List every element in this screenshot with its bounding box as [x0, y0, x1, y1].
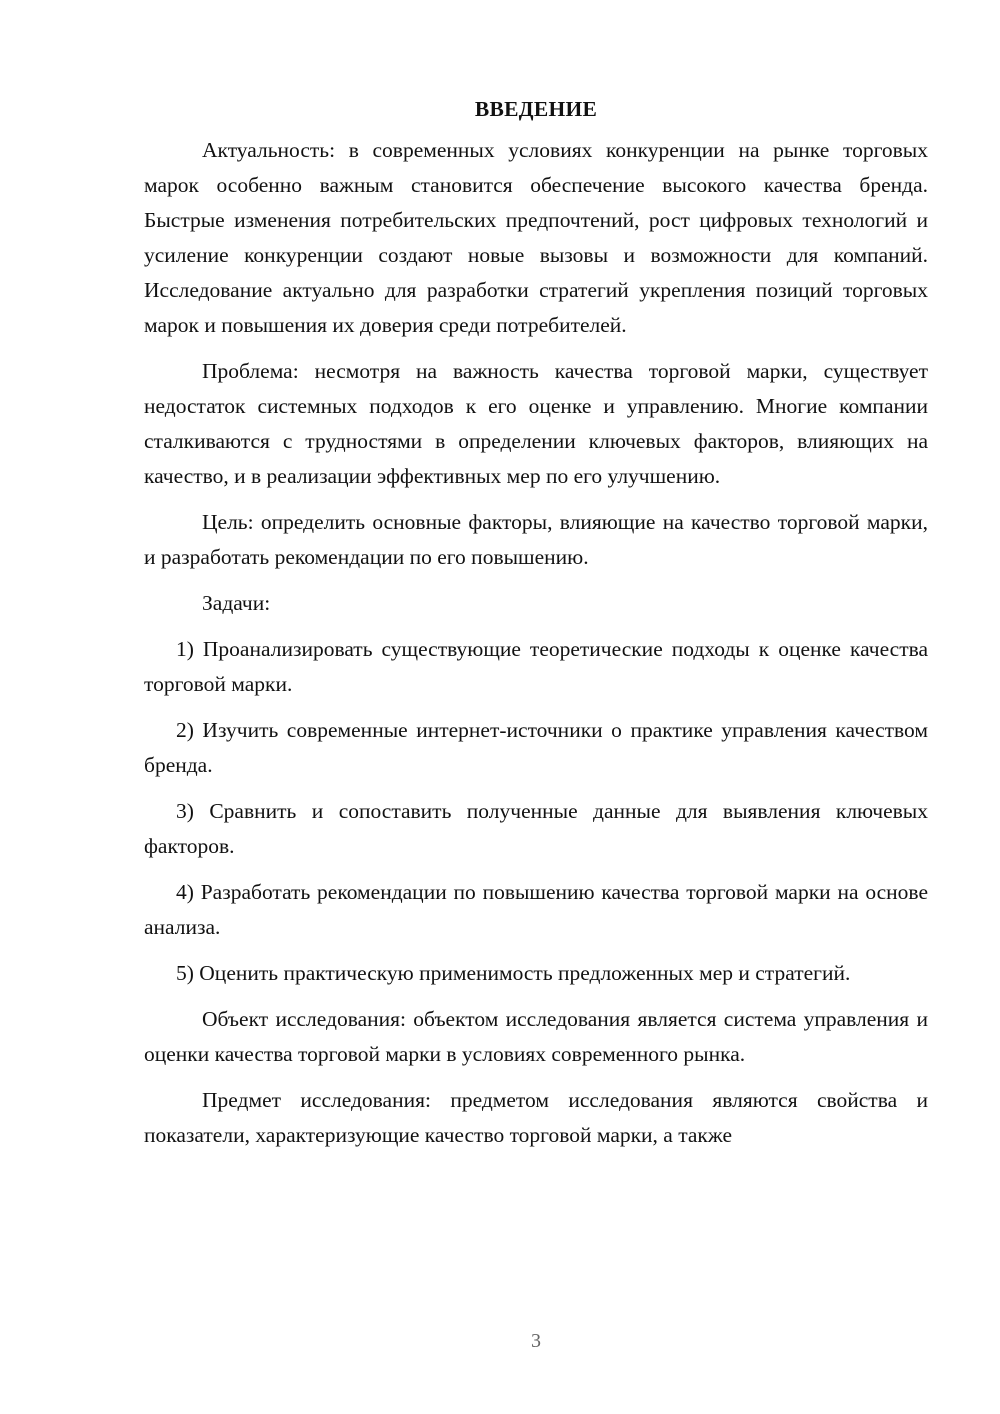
page-content [144, 92, 928, 1164]
task-item-2: 2) Изучить современные интернет-источники о практике управления качеством бренда. [144, 718, 928, 777]
task-item-4: 4) Разработать рекомендации по повышению качества торговой марки на основе анализа. [144, 880, 928, 939]
problem-paragraph: Проблема: несмотря на важность качества торговой марки, существует недостаток системных подходов к его оценке и управлению. Многие компании сталкиваются с трудностями в определении ключевых факторов, влияющих на качество, и в реализации эффективных мер по его улучшению. [144, 359, 928, 488]
tasks-label: Задачи: [202, 591, 271, 615]
task-item-1: 1) Проанализировать существующие теоретические подходы к оценке качества торговой марки. [144, 637, 928, 696]
object-paragraph: Объект исследования: объектом исследования является система управления и оценки качества торговой марки в условиях современного рынка. [144, 1007, 928, 1066]
page-title: ВВЕДЕНИЕ [474, 97, 598, 121]
subject-paragraph: Предмет исследования: предметом исследования являются свойства и показатели, характеризующие качество торговой марки, а также [144, 1088, 928, 1147]
relevance-paragraph: Актуальность: в современных условиях конкуренции на рынке торговых марок особенно важным становится обеспечение высокого качества бренда. Быстрые изменения потребительских предпочтений, рост цифровых технологий и усиление конкуренции создают новые вызовы и возможности для компаний. Исследование актуально для разработки стратегий укрепления позиций торговых марок и повышения их доверия среди потребителей. [144, 138, 928, 337]
task-item-3: 3) Сравнить и сопоставить полученные данные для выявления ключевых факторов. [144, 799, 928, 858]
task-item-5: 5) Оценить практическую применимость предложенных мер и стратегий. [176, 961, 851, 985]
goal-paragraph: Цель: определить основные факторы, влияющие на качество торговой марки, и разработать рекомендации по его повышению. [144, 510, 928, 569]
page-number: 3 [531, 1330, 541, 1352]
